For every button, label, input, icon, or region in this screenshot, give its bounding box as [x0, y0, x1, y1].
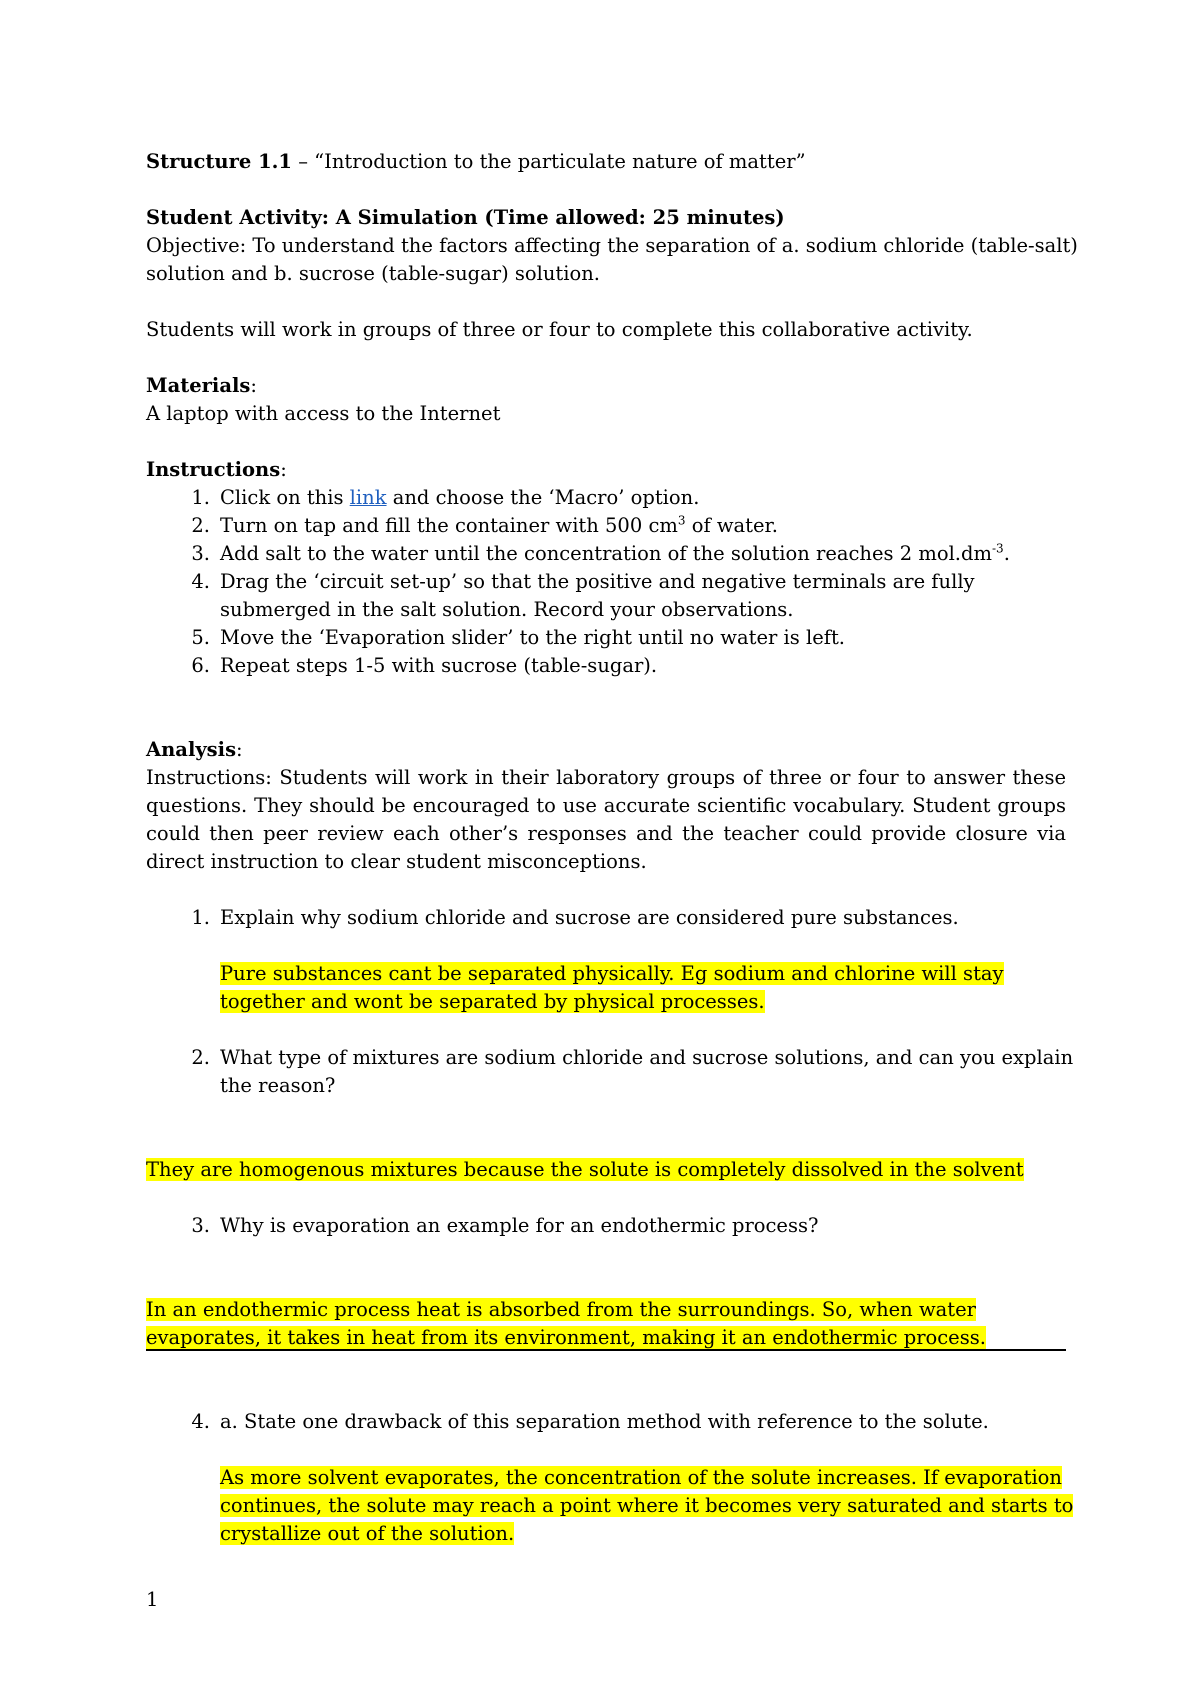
analysis-heading: Analysis [146, 738, 237, 761]
answer-3-line-1: In an endothermic process heat is absorbed from the surroundings. So, when water [146, 1298, 976, 1321]
step-2-text-b: of water. [685, 514, 778, 537]
answer-1-line-2: together and wont be separated by physical processes. [220, 990, 765, 1013]
instruction-step-5 [146, 624, 1066, 652]
groups-text: Students will work in groups of three or four to complete this collaborative activity. [146, 318, 973, 341]
materials-item: A laptop with access to the Internet [146, 402, 501, 425]
answer-3-line-2: evaporates, it takes in heat from its environment, making it an endothermic process. [146, 1326, 986, 1349]
instruction-step-2 [146, 512, 1066, 540]
answer-4-line-1: As more solvent evaporates, the concentration of the solute increases. If evaporation [220, 1466, 1062, 1489]
step-3-superscript: -3 [991, 541, 1004, 556]
step-number: 3. [191, 542, 210, 565]
instructions-heading: Instructions [146, 458, 281, 481]
instruction-step-3 [146, 540, 1066, 568]
question-number: 2. [191, 1046, 210, 1069]
question-number: 1. [191, 906, 210, 929]
instruction-step-1 [146, 484, 1066, 512]
question-3 [146, 1212, 1066, 1240]
question-1-text: Explain why sodium chloride and sucrose are considered pure substances. [220, 906, 959, 929]
question-4-text: a. State one drawback of this separation method with reference to the solute. [220, 1410, 989, 1433]
instruction-step-4 [146, 568, 1066, 624]
step-2-text-a: Turn on tap and fill the container with 500 cm [220, 514, 678, 537]
step-number: 5. [191, 626, 210, 649]
answer-1 [146, 960, 1066, 1016]
simulation-link[interactable]: link [349, 486, 387, 509]
instructions-colon: : [280, 458, 287, 481]
answer-2 [146, 1156, 1066, 1184]
step-2-superscript: 3 [677, 513, 686, 528]
structure-title: – “Introduction to the particulate nature of matter” [292, 150, 806, 173]
answer-4 [146, 1464, 1074, 1548]
question-2 [146, 1044, 1074, 1100]
structure-heading [146, 148, 1066, 176]
question-2-line-2: the reason? [220, 1074, 336, 1097]
step-4-line-2: submerged in the salt solution. Record your observations. [220, 598, 794, 621]
question-1 [146, 904, 1066, 932]
answer-line-rule [146, 1349, 1066, 1351]
question-4 [146, 1408, 1066, 1436]
page-number: 1 [146, 1588, 159, 1611]
structure-label: Structure 1.1 [146, 150, 292, 173]
step-3-text-a: Add salt to the water until the concentration of the solution reaches 2 mol.dm [220, 542, 992, 565]
step-6-text: Repeat steps 1-5 with sucrose (table-sugar). [220, 654, 658, 677]
analysis-colon: : [236, 738, 243, 761]
question-number: 3. [191, 1214, 210, 1237]
step-number: 4. [191, 570, 210, 593]
step-5-text: Move the ‘Evaporation slider’ to the right until no water is left. [220, 626, 845, 649]
step-1-text-a: Click on this [220, 486, 350, 509]
answer-4-line-3: crystallize out of the solution. [220, 1522, 515, 1545]
activity-title: Student Activity: A Simulation (Time allowed: 25 minutes) [146, 206, 785, 229]
step-number: 1. [191, 486, 210, 509]
materials-heading: Materials [146, 374, 251, 397]
step-4-line-1: Drag the ‘circuit set-up’ so that the positive and negative terminals are fully [220, 570, 975, 593]
objective-line-1: Objective: To understand the factors affecting the separation of a. sodium chloride (table-salt) [146, 234, 1078, 257]
materials-section [146, 372, 1066, 428]
instructions-section [146, 456, 1066, 680]
step-1-text-b: and choose the ‘Macro’ option. [386, 486, 700, 509]
answer-3 [146, 1296, 1066, 1352]
question-2-line-1: What type of mixtures are sodium chloride and sucrose solutions, and can you explain [220, 1046, 1074, 1069]
activity-section [146, 204, 1078, 288]
question-3-text: Why is evaporation an example for an endothermic process? [220, 1214, 819, 1237]
instruction-step-6 [146, 652, 1066, 680]
step-number: 6. [191, 654, 210, 677]
materials-colon: : [250, 374, 257, 397]
analysis-intro: Instructions: Students will work in their laboratory groups of three or four to answer these questions. They should be encouraged to use accurate scientific vocabulary. Student groups could then peer review each other’s responses and the teacher could provide closure via direct instruction to clear student misconceptions. [146, 766, 1066, 873]
answer-1-line-1: Pure substances cant be separated physically. Eg sodium and chlorine will stay [220, 962, 1004, 985]
objective-line-2: solution and b. sucrose (table-sugar) solution. [146, 262, 600, 285]
groups-paragraph [146, 316, 1066, 344]
step-3-text-b: . [1003, 542, 1010, 565]
analysis-section [146, 736, 1066, 876]
question-number: 4. [191, 1410, 210, 1433]
step-number: 2. [191, 514, 210, 537]
answer-4-line-2: continues, the solute may reach a point where it becomes very saturated and starts to [220, 1494, 1074, 1517]
answer-2-text: They are homogenous mixtures because the solute is completely dissolved in the solvent [146, 1158, 1024, 1181]
